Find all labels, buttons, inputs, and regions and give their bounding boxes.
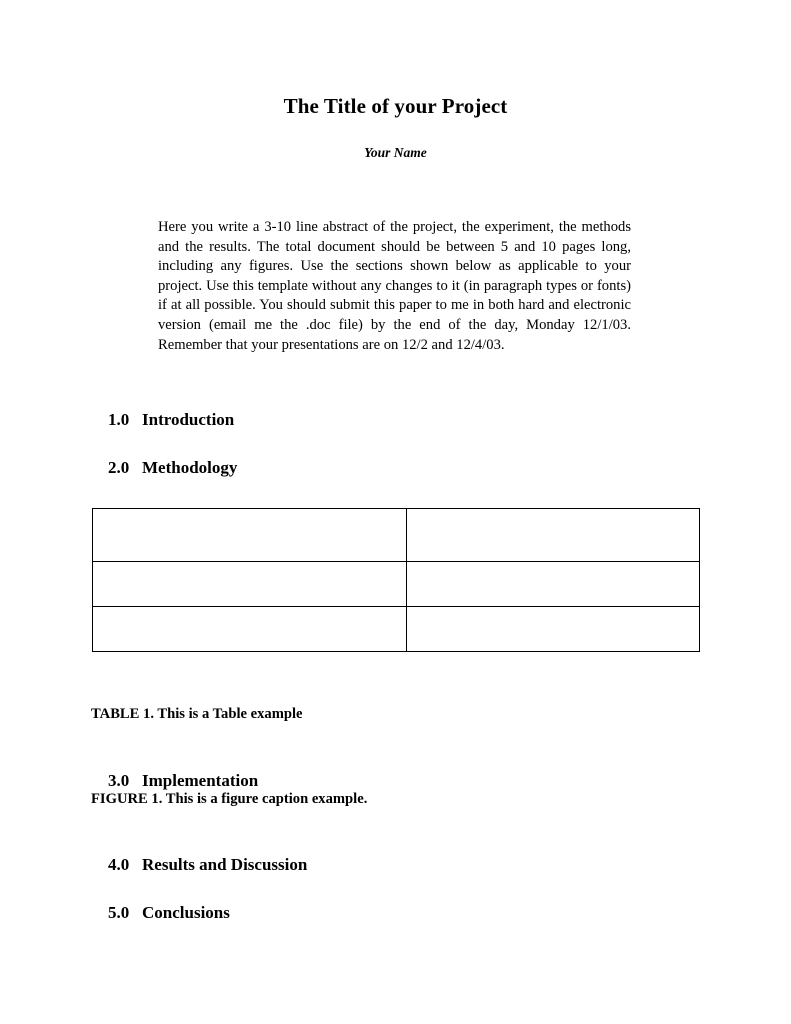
page-title: The Title of your Project [283, 94, 508, 118]
example-table [92, 508, 700, 652]
section-title-3: Implementation [142, 771, 259, 790]
section-number-4: 4.0 [108, 855, 130, 874]
author-name: Your Name [364, 145, 427, 160]
section-number-3: 3.0 [108, 771, 130, 790]
section-title-5: Conclusions [142, 903, 230, 922]
section-title-4: Results and Discussion [142, 855, 308, 874]
section-number-2: 2.0 [108, 458, 130, 477]
table-row [93, 562, 700, 607]
section-heading-conclusions [91, 883, 230, 943]
section-number-1: 1.0 [108, 410, 130, 429]
section-title-1: Introduction [142, 410, 235, 429]
section-number-5: 5.0 [108, 903, 130, 922]
table-row [93, 509, 700, 562]
abstract-paragraph: Here you write a 3-10 line abstract of the project, the experiment, the methods and the results. The total document should be between 5 and 10 pages long, including any figures. Use the sections shown below as applicable to your project. Use this template without any changes to it (in paragraph types or fonts) if at all possible. You should submit this paper to me in both hard and electronic version (email me the .doc file) by the end of the day, Monday 12/1/03. Remember that your presentations are on 12/2 and 12/4/03. [158, 219, 631, 353]
table-caption: TABLE 1. This is a Table example [91, 706, 303, 722]
table-cell [407, 509, 700, 562]
table-row [93, 607, 700, 652]
table-cell [93, 562, 407, 607]
section-title-2: Methodology [142, 458, 238, 477]
table-cell [407, 562, 700, 607]
section-heading-methodology [91, 438, 237, 498]
table-cell [407, 607, 700, 652]
table-cell [93, 607, 407, 652]
table-cell [93, 509, 407, 562]
figure-caption: FIGURE 1. This is a figure caption example. [91, 791, 368, 807]
